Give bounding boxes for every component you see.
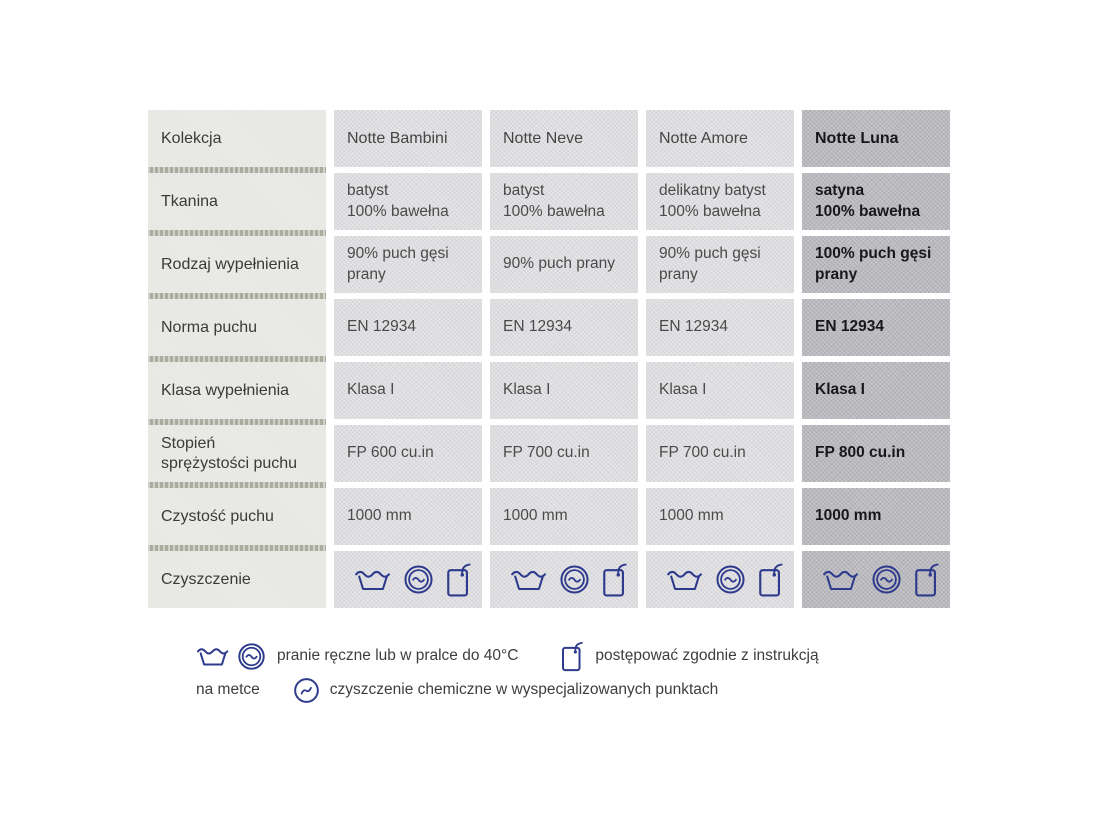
data-cell: delikatny batyst 100% bawełna xyxy=(646,173,794,230)
row-label-czystosc-puchu: Czystość puchu xyxy=(161,507,274,525)
data-cell-luna: satyna 100% bawełna xyxy=(802,173,950,230)
legend-line-1 xyxy=(196,640,819,672)
wash-tub-icon xyxy=(822,566,860,593)
data-cell: Klasa I xyxy=(334,362,482,419)
data-cell: 90% puch prany xyxy=(490,236,638,293)
data-cell: 90% puch gęsi prany xyxy=(646,236,794,293)
care-icons-cell xyxy=(490,551,638,608)
machine-wash-icon xyxy=(871,564,902,595)
row-label-klasa-wypelnienia: Klasa wypełnienia xyxy=(161,381,290,399)
machine-wash-icon xyxy=(237,642,266,671)
machine-wash-icon xyxy=(715,564,746,595)
column-header-notte-luna: Notte Luna xyxy=(802,110,950,167)
legend-wash-text: pranie ręczne lub w pralce do 40°C xyxy=(277,647,519,664)
care-symbols-legend xyxy=(196,640,819,706)
data-cell-luna: EN 12934 xyxy=(802,299,950,356)
row-label-rodzaj-wypelnienia: Rodzaj wypełnienia xyxy=(161,255,299,273)
column-header-notte-bambini: Notte Bambini xyxy=(334,110,482,167)
data-cell: Klasa I xyxy=(646,362,794,419)
data-cell: EN 12934 xyxy=(334,299,482,356)
data-cell: FP 700 cu.in xyxy=(646,425,794,482)
data-cell: EN 12934 xyxy=(646,299,794,356)
wash-tub-icon xyxy=(666,566,704,593)
row-label-czyszczenie: Czyszczenie xyxy=(161,570,251,588)
data-cell: batyst 100% bawełna xyxy=(334,173,482,230)
data-cell-luna: Klasa I xyxy=(802,362,950,419)
care-icons-cell-luna xyxy=(802,551,950,608)
data-cell-luna: 1000 mm xyxy=(802,488,950,545)
row-label-tkanina: Tkanina xyxy=(161,192,218,210)
row-label-stopien-sprezystosci: Stopień sprężystości puchu xyxy=(161,434,298,472)
machine-wash-icon xyxy=(559,564,590,595)
data-cell: FP 700 cu.in xyxy=(490,425,638,482)
legend-tag-text-continued: na metce xyxy=(196,681,260,698)
care-tag-icon xyxy=(445,561,473,599)
care-tag-icon xyxy=(913,561,941,599)
care-tag-icon xyxy=(560,640,585,673)
data-cell: Klasa I xyxy=(490,362,638,419)
legend-tag-text: postępować zgodnie z instrukcją xyxy=(595,647,819,664)
dry-clean-icon xyxy=(293,677,320,704)
care-tag-icon xyxy=(757,561,785,599)
data-cell: 1000 mm xyxy=(334,488,482,545)
wash-tub-icon xyxy=(196,644,230,668)
data-cell: EN 12934 xyxy=(490,299,638,356)
row-label-norma-puchu: Norma puchu xyxy=(161,318,258,336)
data-cell-luna: FP 800 cu.in xyxy=(802,425,950,482)
data-cell-luna: 100% puch gęsi prany xyxy=(802,236,950,293)
column-header-notte-neve: Notte Neve xyxy=(490,110,638,167)
data-cell: 1000 mm xyxy=(646,488,794,545)
column-header-notte-amore: Notte Amore xyxy=(646,110,794,167)
wash-tub-icon xyxy=(354,566,392,593)
row-label-kolekcja: Kolekcja xyxy=(161,129,222,147)
data-cell: 90% puch gęsi prany xyxy=(334,236,482,293)
care-tag-icon xyxy=(601,561,629,599)
legend-dryclean-text: czyszczenie chemiczne w wyspecjalizowanych punktach xyxy=(329,681,719,698)
wash-tub-icon xyxy=(510,566,548,593)
data-cell: 1000 mm xyxy=(490,488,638,545)
care-icons-cell xyxy=(334,551,482,608)
table-grid xyxy=(148,110,950,608)
care-icons-cell xyxy=(646,551,794,608)
legend-line-2 xyxy=(196,674,819,706)
data-cell: batyst 100% bawełna xyxy=(490,173,638,230)
data-cell: FP 600 cu.in xyxy=(334,425,482,482)
machine-wash-icon xyxy=(403,564,434,595)
product-comparison-table xyxy=(148,110,950,608)
